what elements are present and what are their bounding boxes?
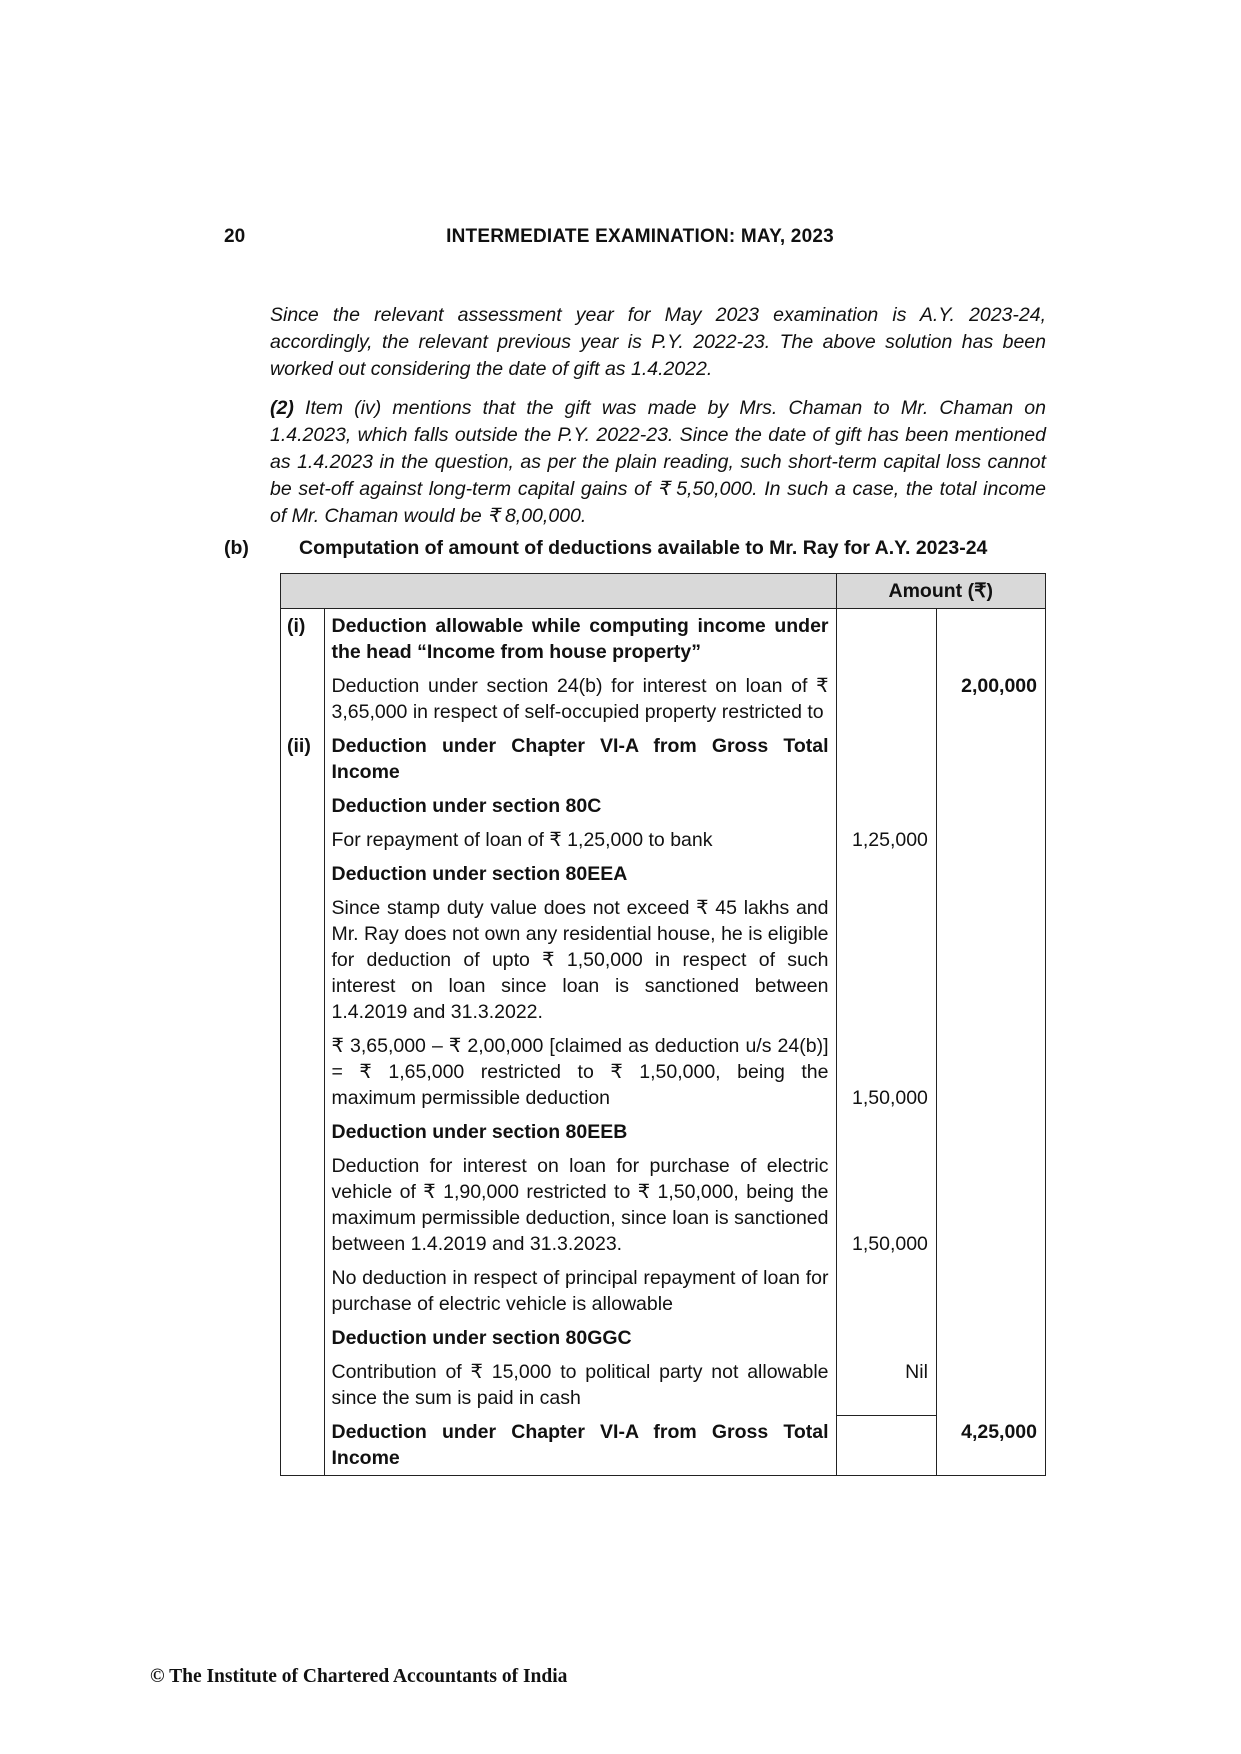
- row-description: Since stamp duty value does not exceed ₹ 45 lakhs and Mr. Ray does not own any residential house, he is eligible for deduction of upto ₹ 1,50,000 in respect of such interest on loan since loan is sanctioned between 1.4.2019 and 31.3.2022.: [324, 891, 836, 1029]
- table-total-row: [281, 1415, 1046, 1476]
- page-number: 20: [224, 226, 246, 247]
- row-amount-2: [936, 1355, 1045, 1415]
- table-row: [281, 1321, 1046, 1355]
- table-row: [281, 891, 1046, 1029]
- row-description: Deduction under section 80C: [324, 789, 836, 823]
- row-description: Deduction under Chapter VI-A from Gross Total Income: [324, 1415, 836, 1476]
- row-description: Deduction under section 80EEA: [324, 857, 836, 891]
- row-amount-2: [936, 823, 1045, 857]
- row-amount-2: [936, 789, 1045, 823]
- row-description: For repayment of loan of ₹ 1,25,000 to bank: [324, 823, 836, 857]
- amount-header: Amount (₹): [836, 574, 1046, 609]
- row-amount-1: [836, 891, 936, 1029]
- row-number: (i): [281, 609, 325, 670]
- row-number: [281, 789, 325, 823]
- row-number: [281, 891, 325, 1029]
- header-blank-cell: [281, 574, 837, 609]
- row-amount-2: [936, 891, 1045, 1029]
- table-row: [281, 857, 1046, 891]
- row-amount-1: [836, 1415, 936, 1476]
- row-description: ₹ 3,65,000 – ₹ 2,00,000 [claimed as deduction u/s 24(b)] = ₹ 1,65,000 restricted to ₹ 1,50,000, being the maximum permissible deduction: [324, 1029, 836, 1115]
- table-row: [281, 669, 1046, 729]
- row-description: Deduction under section 80GGC: [324, 1321, 836, 1355]
- note-paragraph-1: Since the relevant assessment year for May 2023 examination is A.Y. 2023-24, accordingly, the relevant previous year is P.Y. 2022-23. The above solution has been worked out considering the date of gift as 1.4.2022.: [270, 304, 1046, 380]
- row-amount-1: [836, 789, 936, 823]
- row-amount-1: 1,50,000: [836, 1149, 936, 1261]
- row-amount-1: [836, 1115, 936, 1149]
- row-number: (ii): [281, 729, 325, 789]
- row-number: [281, 857, 325, 891]
- row-amount-1: 1,25,000: [836, 823, 936, 857]
- row-amount-1: [836, 609, 936, 670]
- running-header: INTERMEDIATE EXAMINATION: MAY, 2023: [446, 226, 834, 247]
- row-description: Deduction under section 80EEB: [324, 1115, 836, 1149]
- section-label: (b): [224, 537, 249, 559]
- note-paragraph-2: [270, 395, 1046, 530]
- table-row: [281, 1355, 1046, 1415]
- row-number: [281, 1115, 325, 1149]
- table-row: [281, 729, 1046, 789]
- row-number: [281, 1415, 325, 1476]
- table-row: [281, 789, 1046, 823]
- row-amount-1: 1,50,000: [836, 1029, 936, 1115]
- table-header-row: [281, 574, 1046, 609]
- row-amount-1: [836, 857, 936, 891]
- row-amount-2: [936, 1115, 1045, 1149]
- row-number: [281, 669, 325, 729]
- row-amount-2: [936, 1029, 1045, 1115]
- table-row: [281, 1149, 1046, 1261]
- row-number: [281, 1149, 325, 1261]
- row-amount-1: [836, 1321, 936, 1355]
- row-amount-2: [936, 1149, 1045, 1261]
- row-description: No deduction in respect of principal repayment of loan for purchase of electric vehicle is allowable: [324, 1261, 836, 1321]
- row-amount-2: 2,00,000: [936, 669, 1045, 729]
- row-amount-1: [836, 1261, 936, 1321]
- row-amount-1: [836, 669, 936, 729]
- table-row: [281, 823, 1046, 857]
- row-amount-2: [936, 729, 1045, 789]
- row-description: Deduction under Chapter VI-A from Gross Total Income: [324, 729, 836, 789]
- row-amount-2: 4,25,000: [936, 1415, 1045, 1476]
- note-text: Item (iv) mentions that the gift was made by Mrs. Chaman to Mr. Chaman on 1.4.2023, which falls outside the P.Y. 2022-23. Since the date of gift has been mentioned as 1.4.2023 in the question, as per the plain reading, such short-term capital loss cannot be set-off against long-term capital gains of ₹ 5,50,000. In such a case, the total income of Mr. Chaman would be ₹ 8,00,000.: [270, 397, 1046, 527]
- row-amount-2: [936, 609, 1045, 670]
- table-row: [281, 1115, 1046, 1149]
- table-row: [281, 609, 1046, 670]
- row-number: [281, 1321, 325, 1355]
- deductions-table: [280, 573, 1046, 1476]
- note-number: (2): [270, 397, 294, 419]
- row-amount-2: [936, 1321, 1045, 1355]
- row-number: [281, 1261, 325, 1321]
- row-description: Deduction allowable while computing income under the head “Income from house property”: [324, 609, 836, 670]
- row-amount-2: [936, 857, 1045, 891]
- table-row: [281, 1261, 1046, 1321]
- row-description: Contribution of ₹ 15,000 to political party not allowable since the sum is paid in cash: [324, 1355, 836, 1415]
- row-number: [281, 823, 325, 857]
- row-amount-1: Nil: [836, 1355, 936, 1415]
- row-description: Deduction for interest on loan for purchase of electric vehicle of ₹ 1,90,000 restricted to ₹ 1,50,000, being the maximum permissible deduction, since loan is sanctioned between 1.4.2019 and 31.3.2023.: [324, 1149, 836, 1261]
- row-amount-2: [936, 1261, 1045, 1321]
- row-amount-1: [836, 729, 936, 789]
- table-row: [281, 1029, 1046, 1115]
- footer-copyright: © The Institute of Chartered Accountants of India: [150, 1666, 568, 1687]
- row-number: [281, 1029, 325, 1115]
- section-title: Computation of amount of deductions available to Mr. Ray for A.Y. 2023-24: [299, 537, 988, 559]
- row-number: [281, 1355, 325, 1415]
- row-description: Deduction under section 24(b) for interest on loan of ₹ 3,65,000 in respect of self-occupied property restricted to: [324, 669, 836, 729]
